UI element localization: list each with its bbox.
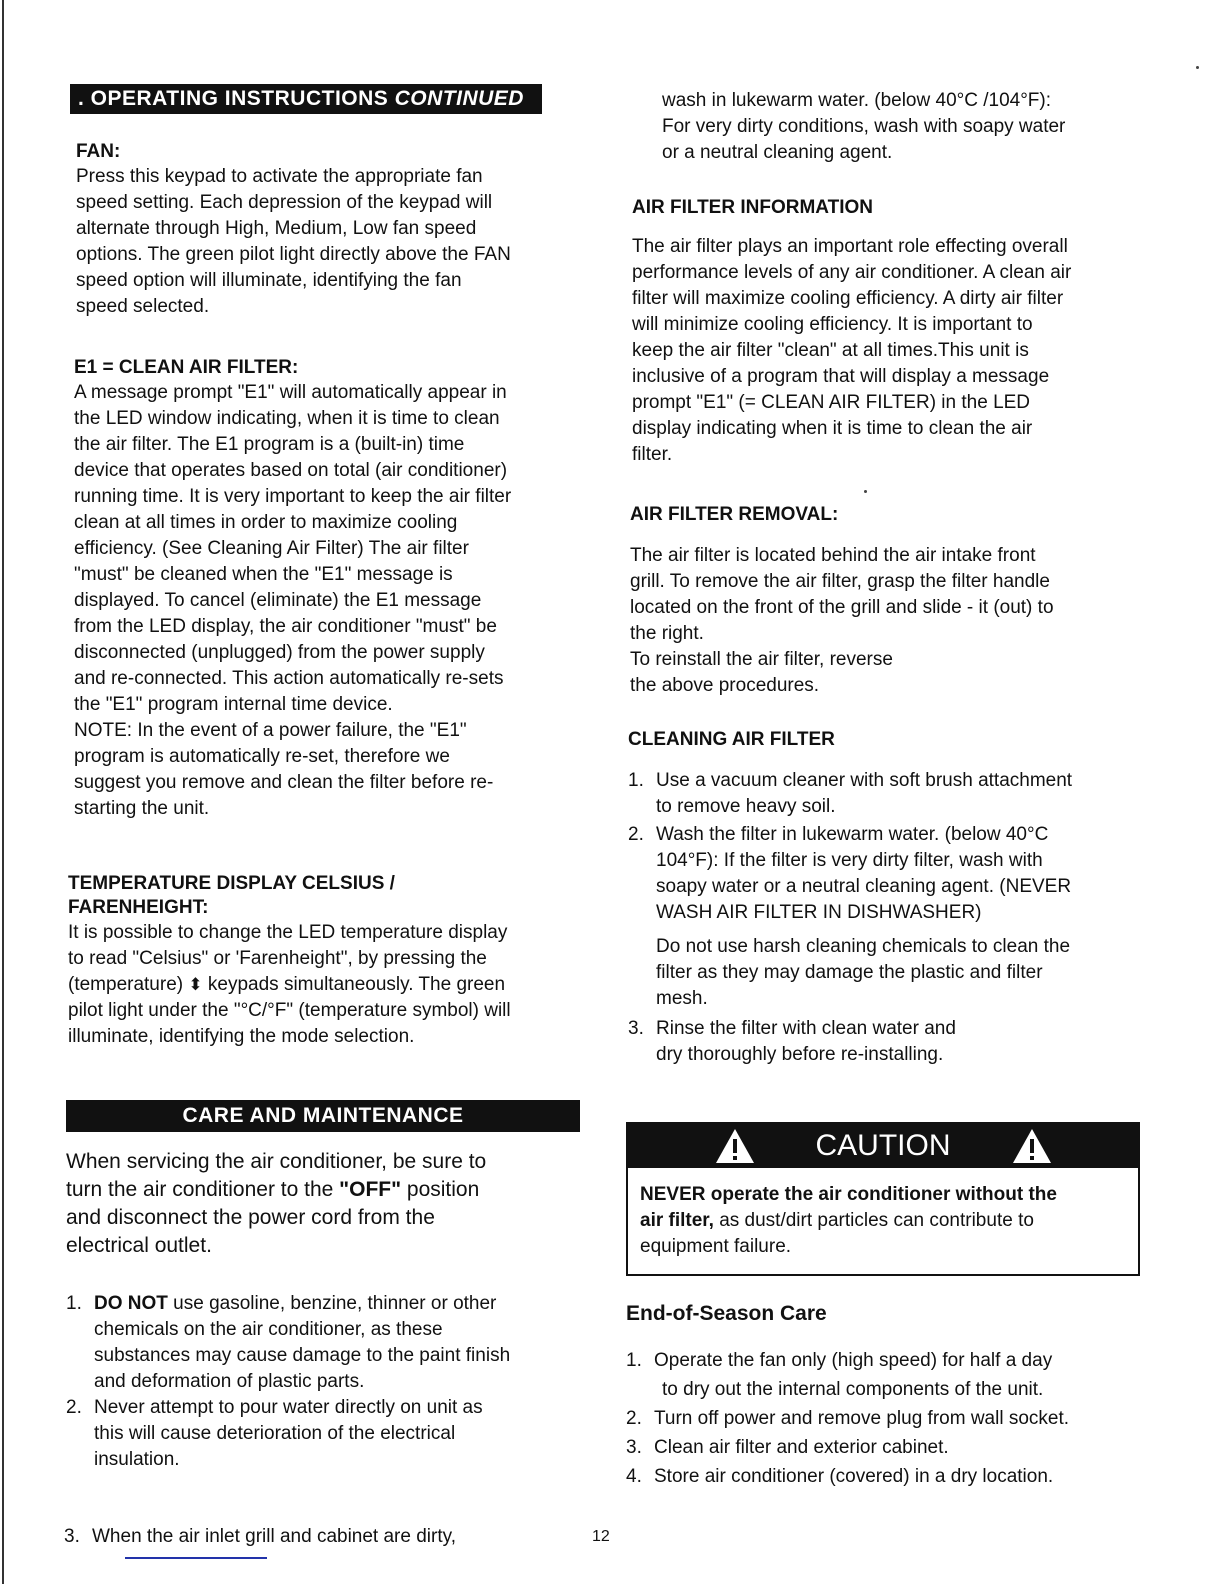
e1-line: disconnected (unplugged) from the power supply xyxy=(74,642,485,663)
fan-line: speed setting. Each depression of the keypad will xyxy=(76,192,493,213)
e1-line: running time. It is very important to keep the air filter xyxy=(74,486,512,507)
e1-note-line: suggest you remove and clean the filter before re- xyxy=(74,772,494,793)
scan-speck xyxy=(1196,66,1199,69)
care-intro: When servicing the air conditioner, be sure to turn the air conditioner to the "OFF" position and disconnect the power cord from the electrical outlet. xyxy=(66,1150,487,1257)
fan-section xyxy=(76,140,586,320)
list-item: 1. DO NOT use gasoline, benzine, thinner or other chemicals on the air conditioner, as these substances may cause damage to the paint finish and deformation of plastic parts. xyxy=(66,1293,511,1392)
fan-line: speed option will illuminate, identifying the fan xyxy=(76,270,462,291)
air-filter-information: AIR FILTER INFORMATION The air filter plays an important role effecting overall performance levels of any air conditioner. A clean air filter will maximize cooling efficiency. A dirty air filter will minimize cooling efficiency. It is important to keep the air filter "clean" at all times.This unit is inclusive of a program that will display a message prompt "E1" (= CLEAN AIR FILTER) in the LED display indicating when it is time to clean the air filter. xyxy=(632,196,1152,468)
left-margin-rule xyxy=(2,0,4,1584)
scan-speck xyxy=(864,490,867,493)
care-maintenance-header: CARE AND MAINTENANCE xyxy=(66,1100,580,1132)
caution-title: CAUTION xyxy=(815,1129,951,1162)
up-down-arrows-icon: ⬍ xyxy=(188,975,203,995)
list-item: 2. Turn off power and remove plug from wall socket. xyxy=(626,1408,1070,1429)
e1-line: efficiency. (See Cleaning Air Filter) The air filter xyxy=(74,538,469,559)
list-item: 1. Operate the fan only (high speed) for half a day to dry out the internal components of the unit. xyxy=(626,1350,1053,1400)
temperature-line: to read "Celsius" or 'Farenheight", by pressing the xyxy=(68,948,487,969)
temperature-line: illuminate, identifying the mode selection. xyxy=(68,1026,415,1047)
e1-line: from the LED display, the air conditioner "must" be xyxy=(74,616,497,637)
list-item: 4. Store air conditioner (covered) in a dry location. xyxy=(626,1466,1054,1487)
list-item: 1. Use a vacuum cleaner with soft brush attachment to remove heavy soil. xyxy=(628,770,1073,817)
list-item: 3. Rinse the filter with clean water and dry thoroughly before re-installing. xyxy=(628,1018,956,1065)
fan-title: FAN: xyxy=(76,141,121,162)
list-item: 3. When the air inlet grill and cabinet are dirty, xyxy=(64,1526,456,1547)
warning-triangle-icon xyxy=(714,1127,756,1165)
e1-title: E1 = CLEAN AIR FILTER: xyxy=(74,357,299,378)
e1-line: the air filter. The E1 program is a (built-in) time xyxy=(74,434,465,455)
e1-line: the "E1" program internal time device. xyxy=(74,694,393,715)
left-column xyxy=(70,84,590,114)
caution-text: NEVER operate the air conditioner without the air filter, as dust/dirt particles can contribute to equipment failure. xyxy=(640,1184,1057,1257)
care-list xyxy=(66,1291,590,1473)
fan-line: options. The green pilot light directly above the FAN xyxy=(76,244,511,265)
air-filter-information-title: AIR FILTER INFORMATION xyxy=(632,197,873,218)
end-of-season-title: End-of-Season Care xyxy=(626,1302,827,1325)
air-filter-removal: AIR FILTER REMOVAL: The air filter is located behind the air intake front grill. To remove the air filter, grasp the filter handle located on the front of the grill and slide - it (out) to the right. To reinstall the air filter, reverse the above procedures. xyxy=(630,503,1150,699)
e1-line: displayed. To cancel (eliminate) the E1 message xyxy=(74,590,482,611)
e1-note-line: program is automatically re-set, therefore we xyxy=(74,746,450,767)
temperature-title-line1: TEMPERATURE DISPLAY CELSIUS / xyxy=(68,873,395,894)
temperature-line: It is possible to change the LED temperature display xyxy=(68,922,508,943)
temperature-line: pilot light under the "°C/°F" (temperature symbol) will xyxy=(68,1000,511,1021)
temperature-section xyxy=(68,872,590,1050)
cleaning-air-filter xyxy=(628,728,1152,1068)
wash-continued: wash in lukewarm water. (below 40°C /104°F): For very dirty conditions, wash with soapy water or a neutral cleaning agent. xyxy=(662,90,1066,163)
e1-line: the LED window indicating, when it is time to clean xyxy=(74,408,500,429)
end-of-season-care xyxy=(626,1302,1150,1491)
temperature-line: (temperature) ⬍ keypads simultaneously. The green xyxy=(68,974,506,995)
fan-line: Press this keypad to activate the appropriate fan xyxy=(76,166,483,187)
list-item: 2. Wash the filter in lukewarm water. (below 40°C 104°F): If the filter is very dirty filter, wash with soapy water or a neutral cleaning agent. (NEVER WASH AIR FILTER IN DISHWASHER) Do not use harsh cleaning chemicals to clean the filter as they may damage the plastic and filter mesh. xyxy=(628,824,1072,1009)
e1-section xyxy=(74,356,589,822)
cleaning-air-filter-title: CLEANING AIR FILTER xyxy=(628,729,835,750)
e1-note-line: NOTE: In the event of a power failure, the "E1" xyxy=(74,720,467,741)
fan-line: alternate through High, Medium, Low fan speed xyxy=(76,218,477,239)
list-item: 3. Clean air filter and exterior cabinet. xyxy=(626,1437,949,1458)
temperature-title-line2: FARENHEIGHT: xyxy=(68,897,209,918)
warning-triangle-icon xyxy=(1011,1127,1053,1165)
list-item: 2. Never attempt to pour water directly on unit as this will cause deterioration of the electrical insulation. xyxy=(66,1397,483,1470)
e1-line: clean at all times in order to maximize cooling xyxy=(74,512,458,533)
operating-instructions-header: . OPERATING INSTRUCTIONS CONTINUED xyxy=(70,84,542,114)
air-filter-removal-title: AIR FILTER REMOVAL: xyxy=(630,504,839,525)
care-list-continued xyxy=(64,1524,584,1550)
care-maintenance-header-wrap xyxy=(66,1100,580,1132)
e1-line: A message prompt "E1" will automatically appear in xyxy=(74,382,507,403)
page-number: 12 xyxy=(592,1528,610,1545)
scan-mark xyxy=(125,1557,267,1559)
caution-box xyxy=(626,1122,1140,1276)
e1-line: device that operates based on total (air conditioner) xyxy=(74,460,508,481)
e1-line: "must" be cleaned when the "E1" message is xyxy=(74,564,453,585)
e1-line: and re-connected. This action automatically re-sets xyxy=(74,668,504,689)
caution-header xyxy=(628,1124,1138,1168)
e1-note-line: starting the unit. xyxy=(74,798,210,819)
fan-line: speed selected. xyxy=(76,296,210,317)
